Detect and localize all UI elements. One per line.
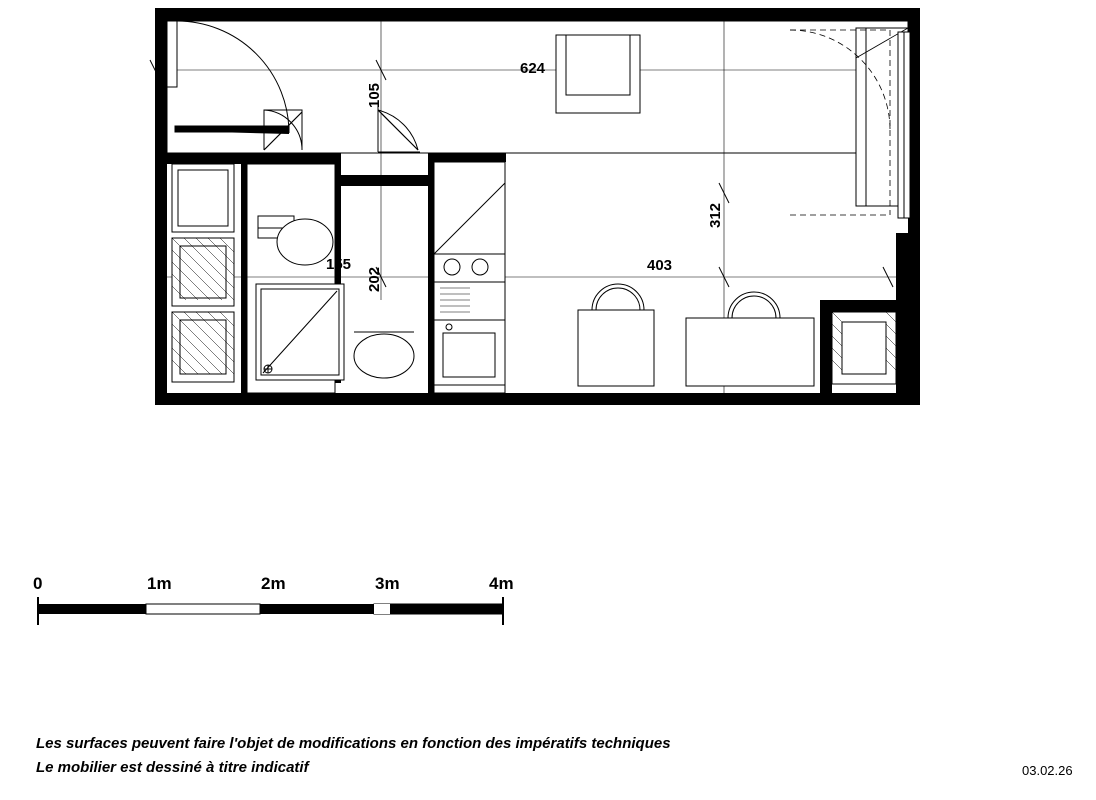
scale-label-3m: 3m [375,574,400,593]
note-line-1: Les surfaces peuvent faire l'objet de modifications en fonction des impératifs techniques [36,735,671,752]
dimension-624: 624 [520,60,546,77]
scale-bar [30,595,530,635]
dimension-105: 105 [366,82,383,108]
toilet-fixture [258,216,333,265]
scale-label-2m: 2m [261,574,286,593]
document-date: 03.02.26 [1022,763,1073,778]
kitchen-door [378,106,420,152]
dimension-155: 155 [326,256,352,273]
entrance-door [167,21,289,133]
dimension-202: 202 [366,266,383,292]
note-line-2: Le mobilier est dessiné à titre indicatif [36,759,309,776]
dimension-ticks [150,60,893,287]
closet-boxes [172,164,234,382]
kitchen-unit [434,162,505,385]
sofa [556,35,640,113]
window-right [898,32,910,218]
desk-left [578,284,654,386]
dimension-403: 403 [647,257,673,274]
scale-label-1m: 1m [147,574,172,593]
storage-niche [832,312,896,384]
scale-label-0: 0 [33,574,43,593]
desk-right [686,292,814,386]
dimension-312: 312 [707,202,724,228]
washbasin [346,332,414,384]
shower-tray [256,284,344,380]
scale-label-4m: 4m [489,574,514,593]
